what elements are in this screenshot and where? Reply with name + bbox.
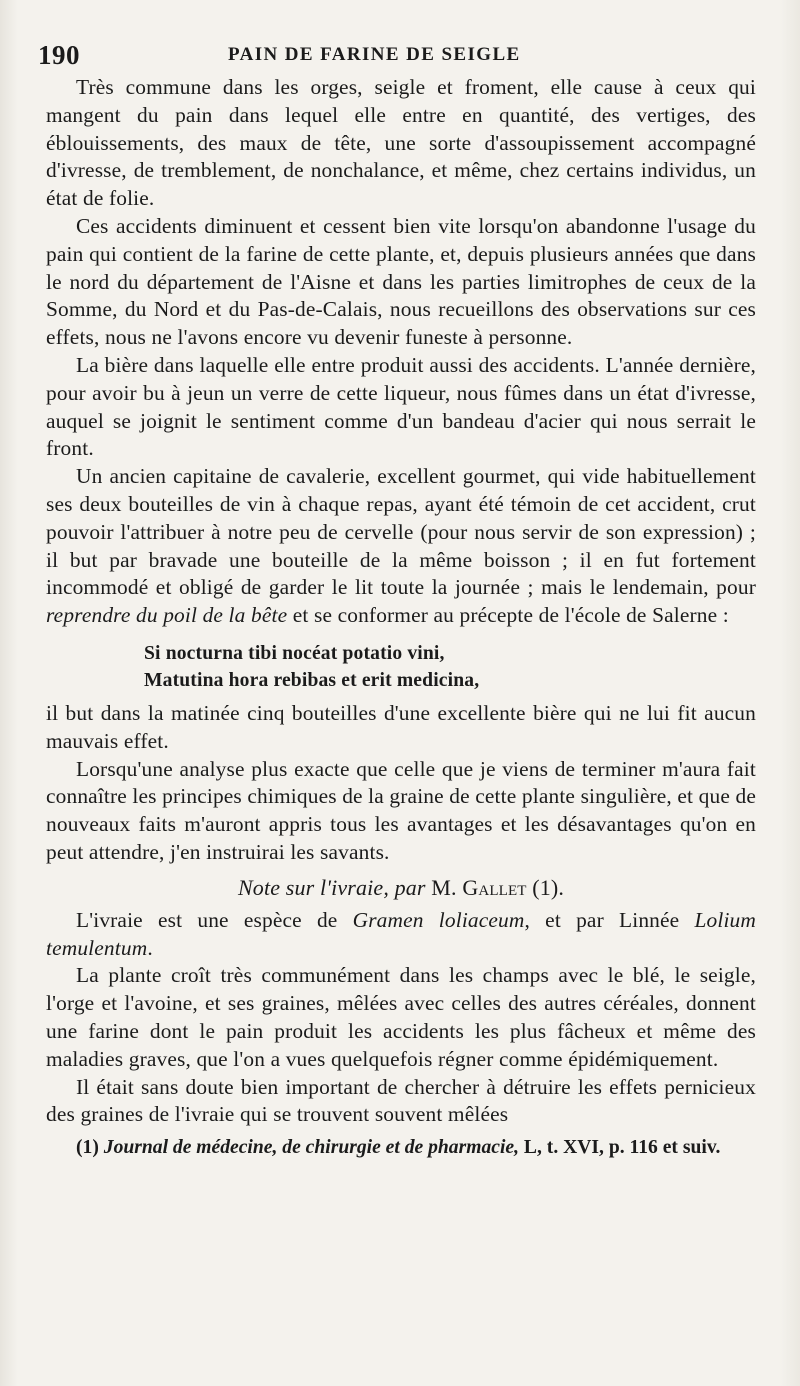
paragraph-text: et se conformer au précepte de l'école de Salerne : [287,603,729,628]
note-title [46,873,756,903]
latin-verse [144,640,756,694]
verse-line: Matutina hora rebibas et erit medicina, [144,669,480,691]
paragraph [46,463,756,630]
paragraph: il but dans la matinée cinq bouteilles d'une excellente bière qui ne lui fit aucun mauvais effet. [46,700,756,753]
page-header [38,34,756,74]
paragraph: La plante croît très communément dans les champs avec le blé, le seigle, l'orge et l'avoine, et ses graines, mêlées avec celles des autres céréales, donnent une farine dont le pain produit les accidents les plus fâcheux et même des maladies graves, que l'on a vues quelquefois régner comme épidémiquement. [46,963,756,1071]
paragraph: Ces accidents diminuent et cessent bien vite lorsqu'on abandonne l'usage du pain qui contient de la farine de cette plante, et, depuis plusieurs années que dans le nord du département de l'Aisne et dans les parties limitrophes de ceux de la Somme, du Nord et du Pas-de-Calais, nous recueillons des observations sur ces effets, nous ne l'avons encore vu devenir funeste à personne. [46,213,756,350]
paragraph [46,907,756,963]
italic-phrase: Lolium temulentum [46,907,757,960]
running-title: PAIN DE FARINE DE SEIGLE [228,44,521,65]
paragraph: Très commune dans les orges, seigle et froment, elle cause à ceux qui mangent du pain dans lequel elle entre en quantité, des vertiges, des éblouissements, des maux de tête, une sorte d'assoupissement accompagné d'ivresse, de tremblement, de nonchalance, et même, chez certains individus, un état de folie. [46,75,756,211]
paragraph: La bière dans laquelle elle entre produit aussi des accidents. L'année dernière, pour avoir bu à jeun un verre de cette liqueur, nous fûmes dans un état d'ivresse, auquel se joignit le sentiment comme d'un bandeau d'acier qui nous serrait le front. [46,352,756,461]
note-title-text: Note sur l'ivraie, par [237,874,426,900]
italic-phrase: Gramen loliaceum [352,907,525,932]
paragraph-text: , et par Linnée [524,907,695,932]
paragraph-text: L'ivraie est une espèce de [76,907,353,932]
paragraph-text: Un ancien capitaine de cavalerie, excellent gourmet, qui vide habituellement ses deux bouteilles de vin à chaque repas, ayant été témoin de cet accident, crut pouvoir l'attribuer à notre peu de cervelle (pour nous servir de son expression) ; il but par bravade une bouteille de la même boisson ; il en fut fortement incommodé et obligé de garder le lit toute la journée ; mais le lendemain, pour [46,464,756,600]
paragraph: Il était sans doute bien important de chercher à détruire les effets pernicieux des graines de l'ivraie qui se trouvent souvent mêlées [46,1074,756,1127]
paragraph: Lorsqu'une analyse plus exacte que celle que je viens de terminer m'aura fait connaître les principes chimiques de la graine de cette plante singulière, et que de nouveaux faits m'auront appris tous les avantages et les désavantages qu'on en peut attendre, j'en instruirai les savants. [46,756,756,864]
page-number: 190 [38,40,80,70]
footnote [46,1135,756,1161]
footnote-text [46,1135,756,1161]
verse-line: Si nocturna tibi nocéat potatio vini, [144,642,445,664]
italic-phrase: reprendre du poil de la bête [46,603,288,628]
note-author: Gallet [462,874,527,900]
body-text [46,74,756,1129]
footnote-ref: (1). [532,874,565,900]
footnote-ref-detail: L, t. XVI, p. 116 et suiv. [523,1137,721,1159]
paragraph-text: . [147,935,153,960]
note-author-prefix: M. [431,874,457,900]
footnote-number: (1) [76,1137,99,1159]
footnote-source: Journal de médecine, de chirurgie et de pharmacie, [103,1137,520,1159]
